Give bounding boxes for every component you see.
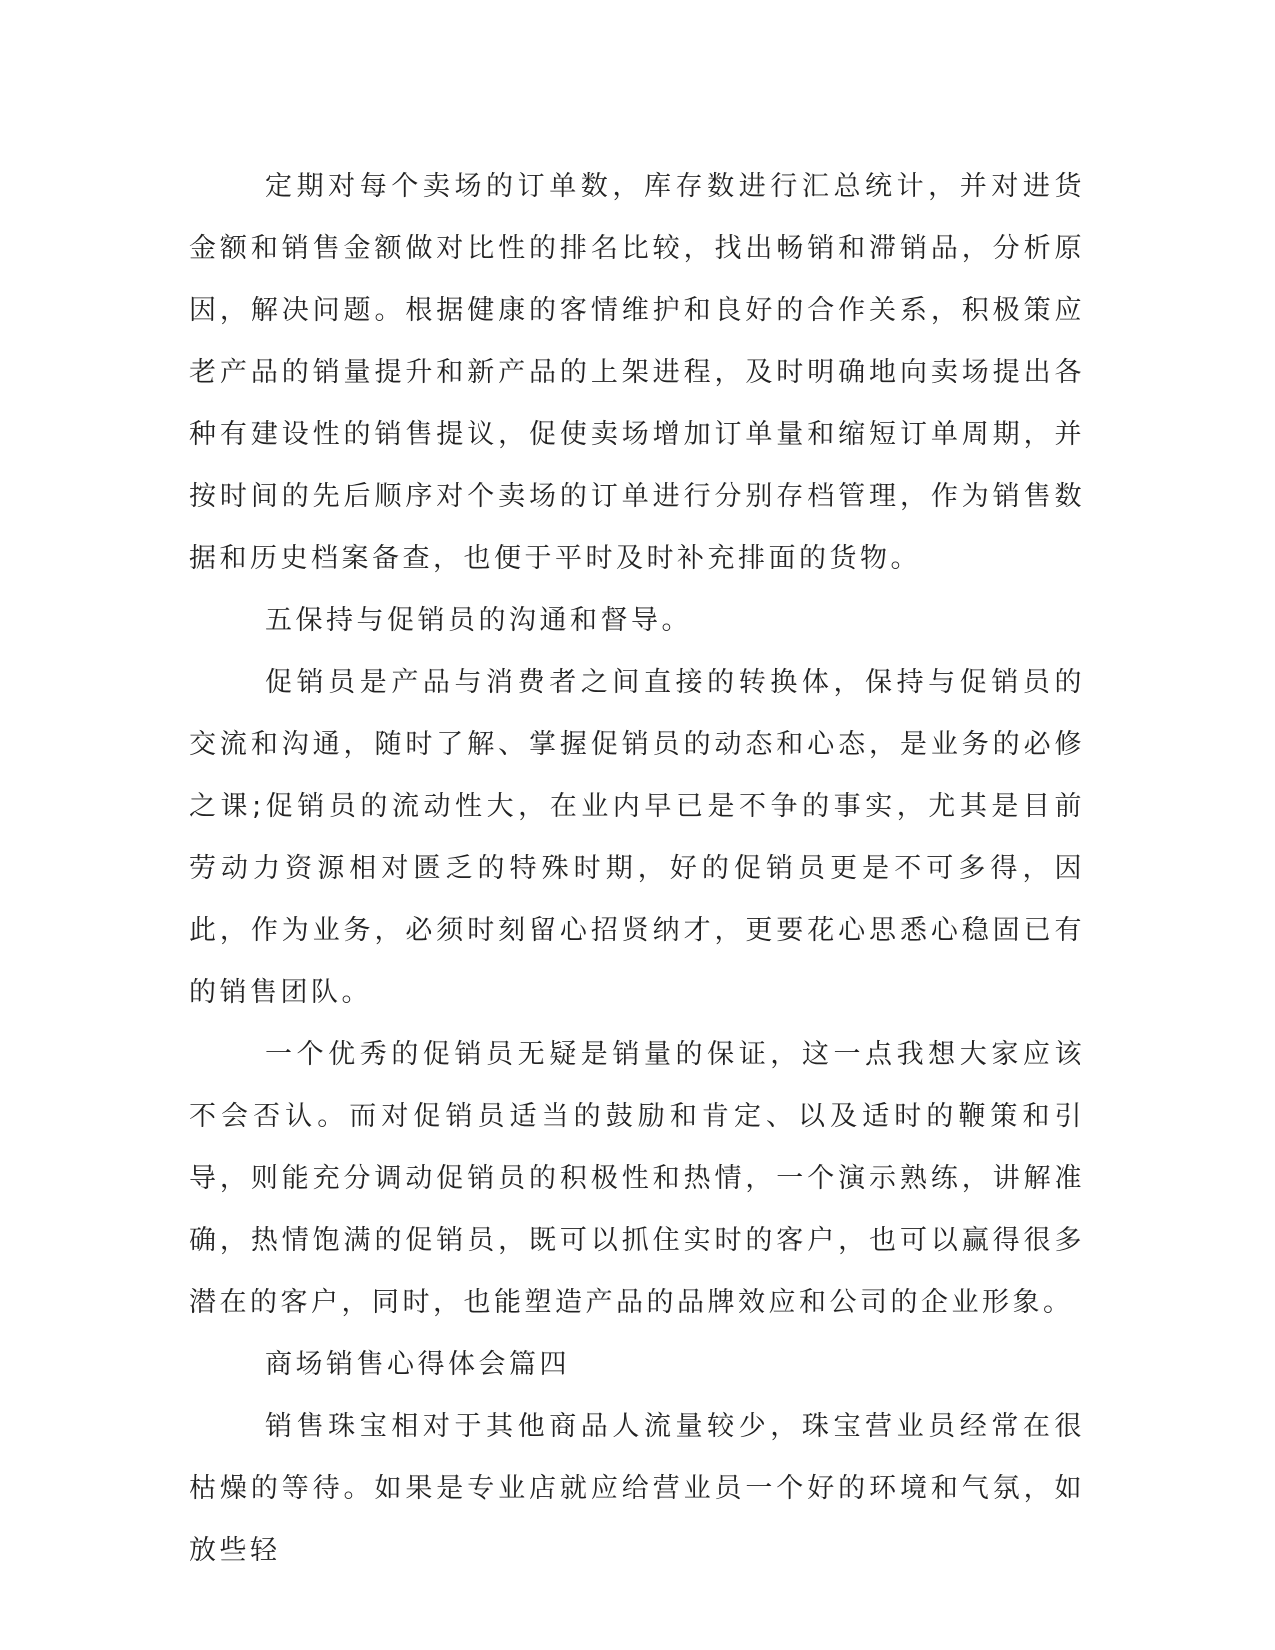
document-body	[189, 156, 1085, 1582]
section-heading-promoter-communication: 五保持与促销员的沟通和督导。	[265, 605, 692, 636]
paragraph-jewelry-sales: 销售珠宝相对于其他商品人流量较少，珠宝营业员经常在很枯燥的等待。如果是专业店就应给营业员一个好的环境和气氛，如放些轻	[189, 1411, 1085, 1566]
paragraph-order-statistics: 定期对每个卖场的订单数，库存数进行汇总统计，并对进货金额和销售金额做对比性的排名比较，找出畅销和滞销品，分析原因，解决问题。根据健康的客情维护和良好的合作关系，积极策应老产品的销量提升和新产品的上架进程，及时明确地向卖场提出各种有建设性的销售提议，促使卖场增加订单量和缩短订单周期，并按时间的先后顺序对个卖场的订单进行分别存档管理，作为销售数据和历史档案备查，也便于平时及时补充排面的货物。	[189, 171, 1085, 574]
paragraph-promoter-role: 促销员是产品与消费者之间直接的转换体，保持与促销员的交流和沟通，随时了解、掌握促销员的动态和心态，是业务的必修之课;促销员的流动性大，在业内早已是不争的事实，尤其是目前劳动力资源相对匮乏的特殊时期，好的促销员更是不可多得，因此，作为业务，必须时刻留心招贤纳才，更要花心思悉心稳固已有的销售团队。	[189, 667, 1085, 1008]
section-heading-part-four: 商场销售心得体会篇四	[265, 1349, 570, 1380]
paragraph-excellent-promoter: 一个优秀的促销员无疑是销量的保证，这一点我想大家应该不会否认。而对促销员适当的鼓励和肯定、以及适时的鞭策和引导，则能充分调动促销员的积极性和热情，一个演示熟练，讲解准确，热情饱满的促销员，既可以抓住实时的客户，也可以赢得很多潜在的客户，同时，也能塑造产品的品牌效应和公司的企业形象。	[189, 1039, 1085, 1318]
